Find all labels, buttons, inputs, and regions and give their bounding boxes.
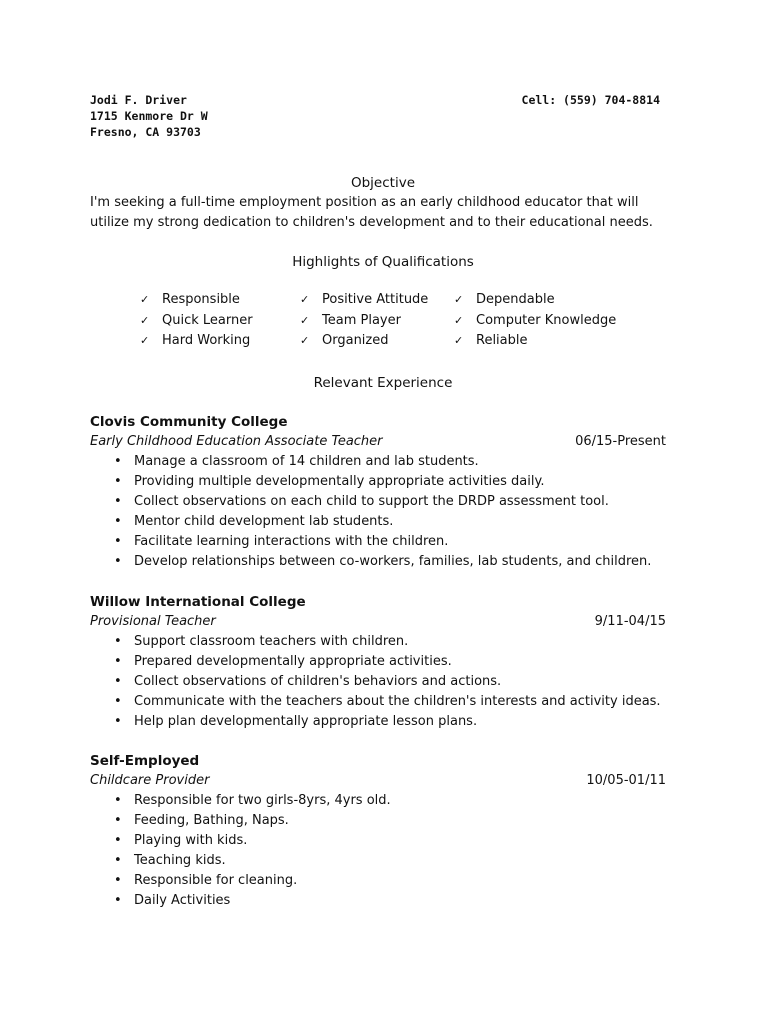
experience-heading: Relevant Experience [313, 375, 453, 391]
duty-item: • Responsible for cleaning. [114, 871, 666, 891]
job-title: Provisional Teacher [90, 614, 216, 629]
bullet-icon: • [114, 454, 122, 469]
bullet-icon: • [114, 793, 122, 808]
role-row [90, 432, 666, 452]
job-dates: 9/11-04/15 [594, 614, 666, 629]
bullet-icon: • [114, 694, 122, 709]
checkmark-icon: ✓ [140, 334, 150, 347]
qualification-item: ✓ Responsible [140, 290, 253, 311]
bullet-icon: • [114, 654, 122, 669]
duty-item: • Responsible for two girls-8yrs, 4yrs old. [114, 791, 666, 811]
qualification-item: ✓ Dependable [454, 290, 616, 311]
bullet-icon: • [114, 514, 122, 529]
job-title: Childcare Provider [90, 773, 210, 788]
qualification-item: ✓ Computer Knowledge [454, 311, 616, 332]
address-line-2: Fresno, CA 93703 [90, 125, 201, 139]
duty-item: • Collect observations on each child to support the DRDP assessment tool. [114, 492, 666, 512]
job-dates: 06/15-Present [575, 434, 666, 449]
qualification-item: ✓ Positive Attitude [300, 290, 428, 311]
duty-item: • Daily Activities [114, 891, 666, 911]
employer-name: Willow International College [90, 594, 306, 610]
bullet-icon: • [114, 474, 122, 489]
checkmark-icon: ✓ [454, 313, 464, 327]
duty-item: • Feeding, Bathing, Naps. [114, 811, 666, 831]
employer-name: Self-Employed [90, 753, 200, 769]
checkmark-icon: ✓ [300, 293, 310, 306]
duty-item: • Mentor child development lab students. [114, 512, 666, 532]
objective-heading: Objective [350, 175, 415, 191]
qualifications-column-1 [140, 290, 253, 352]
qualification-item: ✓ Team Player [300, 311, 428, 332]
duty-item: • Playing with kids. [114, 831, 666, 851]
checkmark-icon: ✓ [140, 293, 150, 306]
role-row [90, 612, 666, 632]
qualifications-column-2 [300, 290, 428, 352]
checkmark-icon: ✓ [300, 334, 310, 347]
checkmark-icon: ✓ [454, 334, 464, 347]
contact-header [90, 92, 660, 140]
duty-item: • Develop relationships between co-workers, families, lab students, and children. [114, 552, 666, 572]
qualification-item: ✓ Quick Learner [140, 311, 253, 332]
duty-item: • Collect observations of children's behaviors and actions. [114, 672, 666, 692]
duty-item: • Facilitate learning interactions with the children. [114, 532, 666, 552]
bullet-icon: • [114, 813, 122, 828]
employer-name: Clovis Community College [90, 414, 288, 430]
bullet-icon: • [114, 494, 122, 509]
bullet-icon: • [114, 853, 122, 868]
bullet-icon: • [114, 534, 122, 549]
job-entry [90, 412, 666, 572]
bullet-icon: • [114, 714, 122, 729]
duty-item: • Prepared developmentally appropriate activities. [114, 652, 666, 672]
duties-list [90, 791, 666, 911]
duty-item: • Providing multiple developmentally appropriate activities daily. [114, 472, 666, 492]
role-row [90, 771, 666, 791]
duty-item: • Help plan developmentally appropriate lesson plans. [114, 712, 666, 732]
job-dates: 10/05-01/11 [586, 773, 666, 788]
duties-list [90, 632, 666, 732]
job-title: Early Childhood Education Associate Teacher [90, 434, 383, 449]
job-entry [90, 751, 666, 911]
duty-item: • Teaching kids. [114, 851, 666, 871]
bullet-icon: • [114, 893, 122, 908]
bullet-icon: • [114, 674, 122, 689]
checkmark-icon: ✓ [454, 293, 464, 306]
duties-list [90, 452, 666, 572]
objective-text: I'm seeking a full-time employment position as an early childhood educator that will utilize my strong dedication to children's development and to their educational needs. [90, 195, 653, 230]
checkmark-icon: ✓ [300, 313, 310, 327]
job-entry [90, 592, 666, 732]
duty-item: • Manage a classroom of 14 children and lab students. [114, 452, 666, 472]
qualification-item: ✓ Reliable [454, 331, 616, 352]
bullet-icon: • [114, 554, 122, 569]
bullet-icon: • [114, 873, 122, 888]
qualifications-heading: Highlights of Qualifications [292, 254, 474, 270]
applicant-name: Jodi F. Driver [90, 93, 187, 107]
cell-phone: Cell: (559) 704-8814 [521, 93, 660, 107]
qualification-item: ✓ Organized [300, 331, 428, 352]
qualifications-column-3 [454, 290, 616, 352]
duty-item: • Communicate with the teachers about the children's interests and activity ideas. [114, 692, 666, 712]
bullet-icon: • [114, 833, 122, 848]
bullet-icon: • [114, 634, 122, 649]
duty-item: • Support classroom teachers with children. [114, 632, 666, 652]
address-line-1: 1715 Kenmore Dr W [90, 109, 208, 123]
checkmark-icon: ✓ [140, 313, 150, 327]
qualification-item: ✓ Hard Working [140, 331, 253, 352]
